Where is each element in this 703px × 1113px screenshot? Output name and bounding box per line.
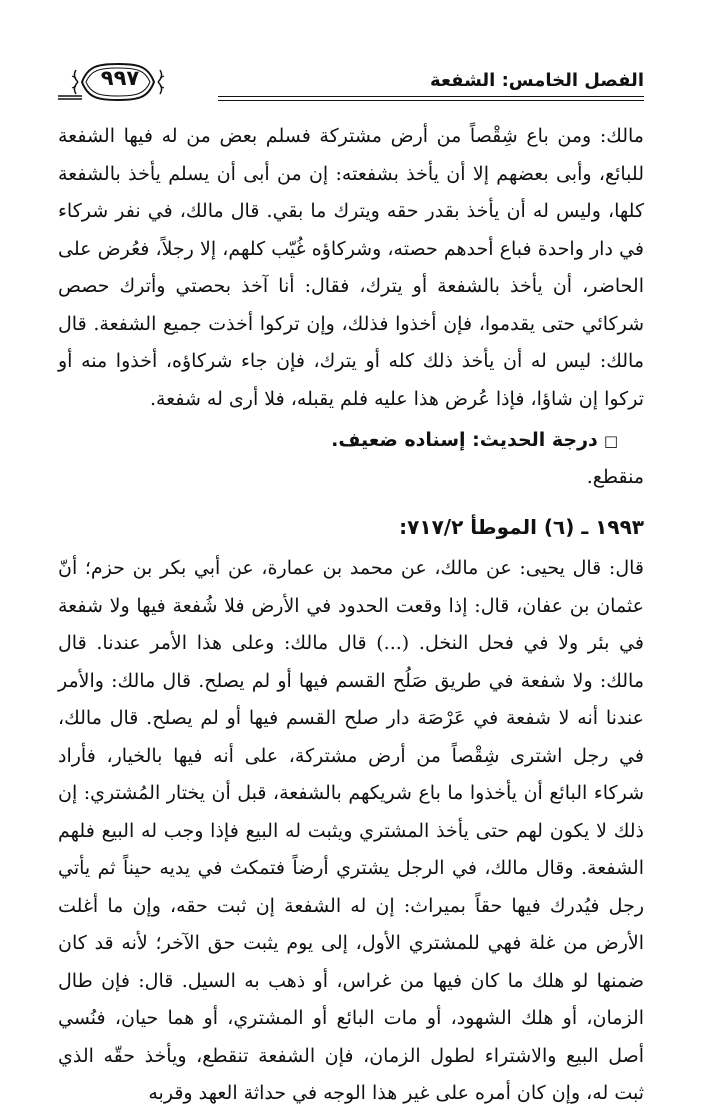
grade-note: منقطع.: [586, 466, 644, 488]
page-header: [58, 62, 644, 106]
paragraph-hadith-text: قال: قال يحيى: عن مالك، عن محمد بن عمارة، عن أبي بكر بن حزم؛ أنّ عثمان بن عفان، قال: إذا وقعت الحدود في الأرض فلا شُفعة فيها ولا شفعة في بئر ولا في فحل النخل. (...) قال مالك: وعلى هذا الأمر عندنا. قال مالك: ولا شفعة في طريق صَلُح القسم فيها أو لم يصلح. قال مالك: والأمر عندنا أنه لا شفعة في عَرْصَة دار صلح القسم فيها أو لم يصلح. قال مالك، في رجل اشترى شِقْصاً من أرض مشتركة، على أنه فيها بالخيار، فأراد شركاء البائع أن يأخذوا ما باع شريكهم بالشفعة، قبل أن يختار المُشتري: إن ذلك لا يكون لهم حتى يأخذ المشتري ويثبت له البيع فإذا وجب له البيع فلهم الشفعة. وقال مالك، في الرجل يشتري أرضاً فتمكث في يديه حيناً ثم يأتي رجل فيُدرك فيها حقاً بميراث: إن له الشفعة إن ثبت حقه، وإن ما أغلت الأرض من غلة فهي للمشتري الأول، إلى يوم يثبت حق الآخر؛ لأنه قد كان ضمنها لو هلك ما كان فيها من غراس، أو ذهب به السيل. قال: فإن طال الزمان، أو هلك الشهود، أو مات البائع أو المشتري، أو هما حيان، فنُسي أصل البيع والاشتراء لطول الزمان، فإن الشفعة تنقطع، ويأخذ حقّه الذي ثبت له، وإن كان أمره على غير هذا الوجه في حداثة العهد وقربه: [58, 557, 644, 1104]
hadith-grade: [58, 422, 618, 459]
hadith-heading: ١٩٩٣ ـ (٦) الموطأ ٧١٧/٢:: [399, 515, 644, 539]
hadith-grade-text: درجة الحديث: إسناده ضعيف.: [331, 429, 598, 451]
chapter-title: الفصل الخامس: الشفعة: [430, 70, 644, 91]
page-number: ٩٩٧: [100, 66, 140, 90]
paragraph-malik-shufa: مالك: ومن باع شِقْصاً من أرض مشتركة فسلم بعض من له فيها الشفعة للبائع، وأبى بعضهم إلا أن يأخذ بشفعته: إن من أبى أن يسلم يأخذ بالشفعة كلها، وليس له أن يأخذ بقدر حقه ويترك ما بقي. قال مالك، في نفر شركاء في دار واحدة فباع أحدهم حصته، وشركاؤه غُيّب كلهم، إلا رجلاً، فعُرض على الحاضر، أن يأخذ بالشفعة أو يترك، فقال: أنا آخذ بحصتي وأترك حصص شركائي حتى يقدموا، فإن أخذوا فذلك، وإن تركوا أخذت جميع الشفعة. قال مالك: ليس له أن يأخذ ذلك كله أو يترك، فإن جاء شركاؤه، أخذوا منه أو تركوا إن شاؤا، فإذا عُرض هذا عليه فلم يقبله، فلا أرى له شفعة.: [58, 125, 644, 410]
page-content: [58, 118, 644, 1113]
header-rule: [218, 96, 644, 97]
square-bullet-icon: □: [603, 432, 618, 450]
